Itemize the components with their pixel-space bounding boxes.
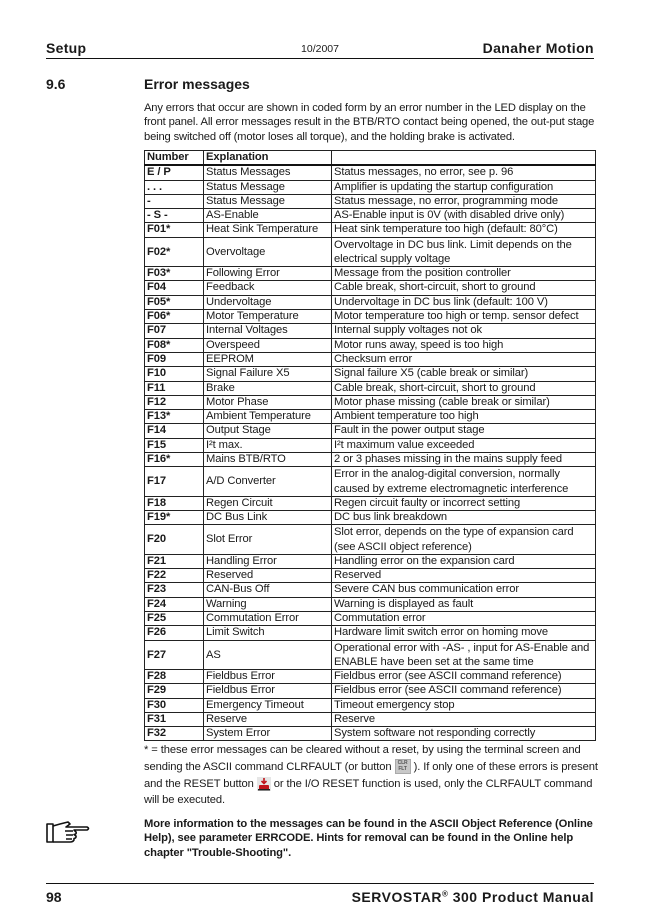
error-name: Ambient Temperature xyxy=(204,410,332,424)
error-name: Output Stage xyxy=(204,424,332,438)
page-number: 98 xyxy=(46,889,62,905)
error-name: Commutation Error xyxy=(204,611,332,625)
error-number: F32 xyxy=(145,727,204,741)
error-explanation: Internal supply voltages not ok xyxy=(332,324,596,338)
error-explanation: Error in the analog-digital conversion, normally caused by extreme electromagnetic interference xyxy=(332,467,596,496)
error-explanation: Motor phase missing (cable break or similar) xyxy=(332,395,596,409)
error-explanation: Regen circuit faulty or incorrect setting xyxy=(332,496,596,510)
error-explanation: Cable break, short-circuit, short to ground xyxy=(332,281,596,295)
header-date: 10/2007 xyxy=(301,43,339,55)
error-explanation: Fieldbus error (see ASCII command reference) xyxy=(332,669,596,683)
error-number: F21 xyxy=(145,554,204,568)
intro-paragraph: Any errors that occur are shown in coded form by an error number in the LED display on the front panel. All error messages result in the BTB/RTO contact being opened, the out-put stage being switched off (motor loses all torque), and the holding brake is activated. xyxy=(144,102,595,143)
table-row xyxy=(145,640,596,669)
registered-mark: ® xyxy=(441,889,449,899)
error-name: EEPROM xyxy=(204,352,332,366)
manual-title-rest: 300 Product Manual xyxy=(448,889,594,905)
error-explanation: Handling error on the expansion card xyxy=(332,554,596,568)
header-company: Danaher Motion xyxy=(482,40,594,56)
error-name: Limit Switch xyxy=(204,626,332,640)
error-explanation: Status messages, no error, see p. 96 xyxy=(332,165,596,180)
table-row xyxy=(145,381,596,395)
error-name: Overvoltage xyxy=(204,237,332,266)
page-footer xyxy=(46,883,594,908)
error-name: Motor Temperature xyxy=(204,310,332,324)
error-number: F23 xyxy=(145,583,204,597)
note-text: More information to the messages can be found in the ASCII Object Reference (Online Help), see parameter ERRCODE. Hints for removal can be found in the Online help chapter "Trouble-Shooting". xyxy=(144,818,593,859)
pointing-hand-icon xyxy=(46,820,92,846)
table-row xyxy=(145,295,596,309)
table-row xyxy=(145,237,596,266)
table-row xyxy=(145,453,596,467)
error-explanation: Message from the position controller xyxy=(332,267,596,281)
error-number: F20 xyxy=(145,525,204,554)
error-name: Reserved xyxy=(204,569,332,583)
error-name: Internal Voltages xyxy=(204,324,332,338)
error-name: Signal Failure X5 xyxy=(204,367,332,381)
table-row xyxy=(145,180,596,194)
error-number: . . . xyxy=(145,180,204,194)
table-row xyxy=(145,410,596,424)
error-explanation: Status message, no error, programming mode xyxy=(332,194,596,208)
table-row xyxy=(145,611,596,625)
table-row xyxy=(145,684,596,698)
header-section: Setup xyxy=(46,40,87,56)
error-explanation: Commutation error xyxy=(332,611,596,625)
error-name: Fieldbus Error xyxy=(204,684,332,698)
error-name: Regen Circuit xyxy=(204,496,332,510)
error-explanation: I²t maximum value exceeded xyxy=(332,438,596,452)
error-explanation: Operational error with -AS- , input for AS-Enable and ENABLE have been set at the same time xyxy=(332,640,596,669)
manual-title xyxy=(352,889,594,905)
table-row xyxy=(145,209,596,223)
error-name: Overspeed xyxy=(204,338,332,352)
error-number: E / P xyxy=(145,165,204,180)
error-explanation: Slot error, depends on the type of expansion card (see ASCII object reference) xyxy=(332,525,596,554)
error-number: F14 xyxy=(145,424,204,438)
error-name: Following Error xyxy=(204,267,332,281)
error-explanation: Hardware limit switch error on homing move xyxy=(332,626,596,640)
table-row xyxy=(145,712,596,726)
table-row xyxy=(145,223,596,237)
error-explanation: System software not responding correctly xyxy=(332,727,596,741)
table-row xyxy=(145,310,596,324)
error-explanation: Reserved xyxy=(332,569,596,583)
error-number: F31 xyxy=(145,712,204,726)
table-row xyxy=(145,496,596,510)
error-number: F07 xyxy=(145,324,204,338)
table-row xyxy=(145,727,596,741)
error-number: F18 xyxy=(145,496,204,510)
error-name: DC Bus Link xyxy=(204,511,332,525)
flt-label: FLT xyxy=(398,766,407,773)
table-row xyxy=(145,669,596,683)
error-explanation: DC bus link breakdown xyxy=(332,511,596,525)
error-explanation: Warning is displayed as fault xyxy=(332,597,596,611)
error-explanation: Ambient temperature too high xyxy=(332,410,596,424)
error-number: F05* xyxy=(145,295,204,309)
error-number: F28 xyxy=(145,669,204,683)
error-number: F08* xyxy=(145,338,204,352)
error-explanation: Motor temperature too high or temp. sensor defect xyxy=(332,310,596,324)
error-number: - xyxy=(145,194,204,208)
column-header: Explanation xyxy=(204,151,332,166)
footnote-text: * = these error messages can be cleared without a reset, by using the terminal screen and sending the ASCII command CLRFAULT (or button xyxy=(144,744,581,773)
column-header xyxy=(332,151,596,166)
table-row xyxy=(145,626,596,640)
error-explanation: Heat sink temperature too high (default: 80°C) xyxy=(332,223,596,237)
error-number: F29 xyxy=(145,684,204,698)
error-name: CAN-Bus Off xyxy=(204,583,332,597)
error-name: Status Message xyxy=(204,180,332,194)
error-number: F09 xyxy=(145,352,204,366)
table-row xyxy=(145,467,596,496)
error-name: Undervoltage xyxy=(204,295,332,309)
table-row xyxy=(145,698,596,712)
footnote-text: or the I/O RESET function is used, only the CLRFAULT command will be executed. xyxy=(144,777,593,807)
error-explanation: Cable break, short-circuit, short to ground xyxy=(332,381,596,395)
page-header xyxy=(46,40,594,59)
table-row xyxy=(145,395,596,409)
error-number: F06* xyxy=(145,310,204,324)
error-explanation: AS-Enable input is 0V (with disabled drive only) xyxy=(332,209,596,223)
error-name: Status Messages xyxy=(204,165,332,180)
error-number: F04 xyxy=(145,281,204,295)
error-number: F25 xyxy=(145,611,204,625)
error-number: F16* xyxy=(145,453,204,467)
table-row xyxy=(145,281,596,295)
error-number: F30 xyxy=(145,698,204,712)
table-row xyxy=(145,267,596,281)
table-row xyxy=(145,352,596,366)
error-number: - S - xyxy=(145,209,204,223)
error-name: Mains BTB/RTO xyxy=(204,453,332,467)
table-row xyxy=(145,511,596,525)
error-explanation: Undervoltage in DC bus link (default: 100 V) xyxy=(332,295,596,309)
error-name: Feedback xyxy=(204,281,332,295)
error-explanation: Fault in the power output stage xyxy=(332,424,596,438)
error-number: F27 xyxy=(145,640,204,669)
table-row xyxy=(145,525,596,554)
error-number: F03* xyxy=(145,267,204,281)
error-name: Slot Error xyxy=(204,525,332,554)
error-number: F02* xyxy=(145,237,204,266)
table-row xyxy=(145,424,596,438)
error-name: Status Message xyxy=(204,194,332,208)
error-explanation: Severe CAN bus communication error xyxy=(332,583,596,597)
error-name: System Error xyxy=(204,727,332,741)
error-explanation: Amplifier is updating the startup configuration xyxy=(332,180,596,194)
product-name: SERVOSTAR xyxy=(351,889,442,905)
error-name: Reserve xyxy=(204,712,332,726)
error-number: F24 xyxy=(145,597,204,611)
table-row xyxy=(145,324,596,338)
clr-flt-button-icon xyxy=(395,759,411,774)
error-name: AS-Enable xyxy=(204,209,332,223)
column-header: Number xyxy=(145,151,204,166)
error-explanation: Signal failure X5 (cable break or similar) xyxy=(332,367,596,381)
table-row xyxy=(145,338,596,352)
error-explanation: Reserve xyxy=(332,712,596,726)
table-row xyxy=(145,438,596,452)
table-row xyxy=(145,165,596,180)
section-title: Error messages xyxy=(144,76,250,92)
error-name: AS xyxy=(204,640,332,669)
error-name: A/D Converter xyxy=(204,467,332,496)
error-name: Warning xyxy=(204,597,332,611)
table-row xyxy=(145,367,596,381)
error-name: Fieldbus Error xyxy=(204,669,332,683)
error-table xyxy=(144,150,596,741)
error-name: Handling Error xyxy=(204,554,332,568)
error-name: Emergency Timeout xyxy=(204,698,332,712)
error-number: F12 xyxy=(145,395,204,409)
error-number: F19* xyxy=(145,511,204,525)
section-number: 9.6 xyxy=(46,76,66,92)
table-row xyxy=(145,583,596,597)
error-explanation: Fieldbus error (see ASCII command reference) xyxy=(332,684,596,698)
error-number: F10 xyxy=(145,367,204,381)
error-name: Heat Sink Temperature xyxy=(204,223,332,237)
error-name: Motor Phase xyxy=(204,395,332,409)
error-number: F17 xyxy=(145,467,204,496)
table-header-row xyxy=(145,151,596,166)
error-number: F11 xyxy=(145,381,204,395)
table-row xyxy=(145,194,596,208)
error-number: F22 xyxy=(145,569,204,583)
error-number: F01* xyxy=(145,223,204,237)
error-explanation: Checksum error xyxy=(332,352,596,366)
error-explanation: Overvoltage in DC bus link. Limit depends on the electrical supply voltage xyxy=(332,237,596,266)
error-number: F26 xyxy=(145,626,204,640)
error-explanation: Timeout emergency stop xyxy=(332,698,596,712)
error-number: F13* xyxy=(145,410,204,424)
table-row xyxy=(145,554,596,568)
table-row xyxy=(145,597,596,611)
error-explanation: Motor runs away, speed is too high xyxy=(332,338,596,352)
error-explanation: 2 or 3 phases missing in the mains supply feed xyxy=(332,453,596,467)
table-row xyxy=(145,569,596,583)
error-name: Brake xyxy=(204,381,332,395)
footnote-text: ). If only one of these errors is present and the RESET button xyxy=(144,760,598,790)
footnote xyxy=(144,742,599,809)
clr-label: CLR xyxy=(397,760,408,767)
error-name: I²t max. xyxy=(204,438,332,452)
error-number: F15 xyxy=(145,438,204,452)
reset-button-icon xyxy=(257,777,271,791)
